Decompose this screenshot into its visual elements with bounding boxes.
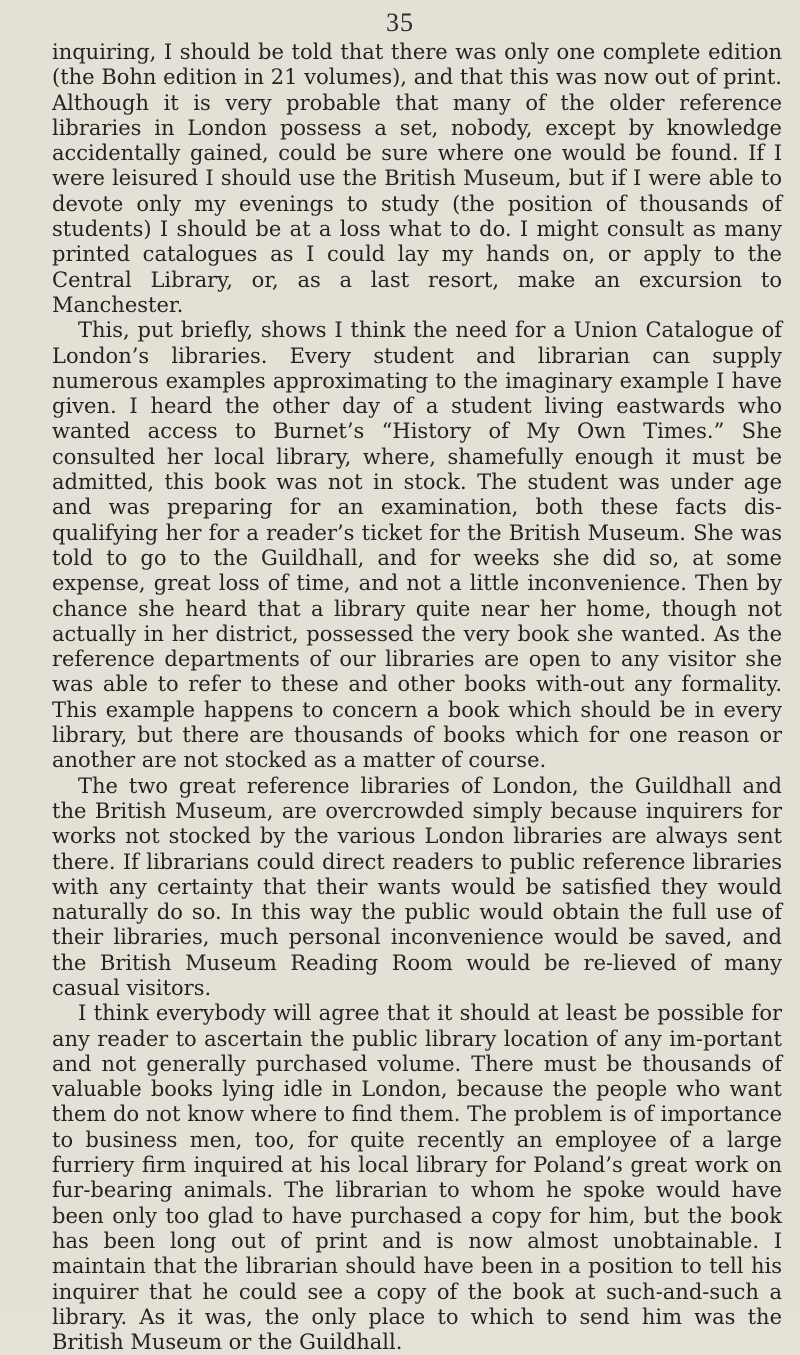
page-number: 35 <box>386 8 414 37</box>
paragraph-2: This, put briefly, shows I think the need for a Union Catalogue of London’s libraries. Every student and librarian can supply numerous examples approximating to the imaginary example I have given. I heard the other day of a student living eastwards who wanted access to Burnet’s “History of My Own Times.” She consulted her local library, where, shamefully enough it must be admitted, this book was not in stock. The student was under age and was preparing for an examination, both these facts dis-qualifying her for a reader’s ticket for the British Museum. She was told to go to the Guildhall, and for weeks she did so, at some expense, great loss of time, and not a little inconvenience. Then by chance she heard that a library quite near her home, though not actually in her district, possessed the very book she wanted. As the reference departments of our libraries are open to any visitor she was able to refer to these and other books with-out any formality. This example happens to concern a book which should be in every library, but there are thousands of books which for one reason or another are not stocked as a matter of course. <box>52 318 782 773</box>
paragraph-4: I think everybody will agree that it should at least be possible for any reader to ascertain the public library location of any im-portant and not generally purchased volume. There must be thousands of valuable books lying idle in London, because the people who want them do not know where to find them. The problem is of importance to business men, too, for quite recently an employee of a large furriery firm inquired at his local library for Poland’s great work on fur-bearing animals. The librarian to whom he spoke would have been only too glad to have purchased a copy for him, but the book has been long out of print and is now almost unobtainable. I maintain that the librarian should have been in a position to tell his inquirer that he could see a copy of the book at such-and-such a library. As it was, the only place to which to send him was the British Museum or the Guildhall. <box>52 1001 782 1355</box>
paragraph-1: inquiring, I should be told that there was only one complete edition (the Bohn edition in 21 volumes), and that this was now out of print. Although it is very probable that many of the older reference libraries in London possess a set, nobody, except by knowledge accidentally gained, could be sure where one would be found. If I were leisured I should use the British Museum, but if I were able to devote only my evenings to study (the position of thousands of students) I should be at a loss what to do. I might consult as many printed catalogues as I could lay my hands on, or apply to the Central Library, or, as a last resort, make an excursion to Manchester. <box>52 40 782 317</box>
paragraph-3: The two great reference libraries of London, the Guildhall and the British Museum, are overcrowded simply because inquirers for works not stocked by the various London libraries are always sent there. If librarians could direct readers to public reference libraries with any certainty that their wants would be satisfied they would naturally do so. In this way the public would obtain the full use of their libraries, much personal inconvenience would be saved, and the British Museum Reading Room would be re-lieved of many casual visitors. <box>52 773 782 1000</box>
body-text <box>52 40 782 1355</box>
